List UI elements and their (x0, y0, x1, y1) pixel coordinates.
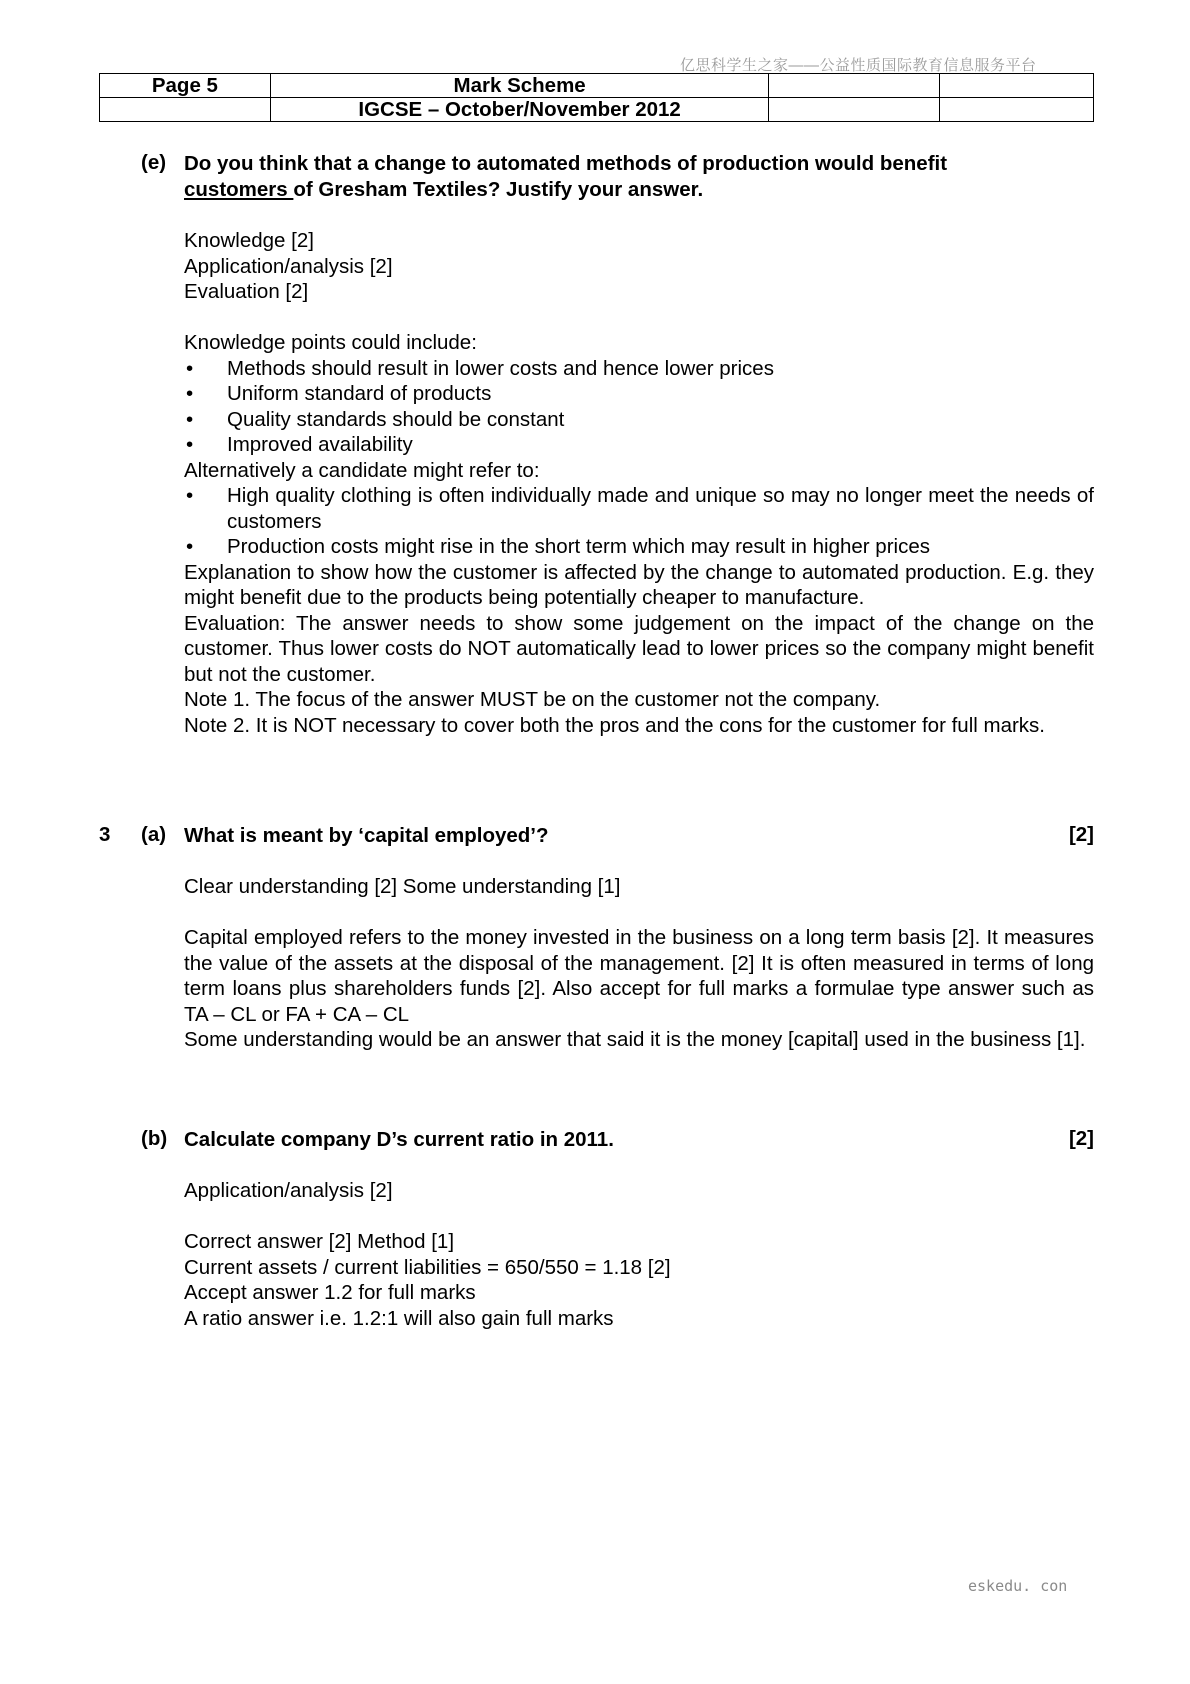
header-empty-cell (769, 98, 940, 122)
alternative-intro: Alternatively a candidate might refer to: (184, 458, 540, 482)
answer-line: Accept answer 1.2 for full marks (184, 1281, 476, 1304)
list-item: • Improved availability (184, 432, 1094, 458)
criteria-line: Knowledge [2] (184, 229, 314, 252)
header-empty-cell (940, 98, 1094, 122)
knowledge-intro: Knowledge points could include: (184, 331, 477, 354)
header-table (99, 73, 1094, 122)
criteria-line: Application/analysis [2] (184, 254, 393, 278)
question-label: (e) (141, 151, 167, 174)
marks-badge: [2] (1068, 1127, 1094, 1150)
watermark-top: 亿思科学生之家——公益性质国际教育信息服务平台 (680, 57, 1037, 74)
watermark-bottom: eskedu. con (968, 1577, 1068, 1595)
header-empty-cell (940, 74, 1094, 98)
answer-line: Current assets / current liabilities = 650/550 = 1.18 [2] (184, 1255, 671, 1279)
criteria-line: Evaluation [2] (184, 280, 309, 303)
page-number: Page 5 (100, 74, 271, 98)
answer-paragraph: Capital employed refers to the money invested in the business on a long term basis [2]. It measures the value of the assets at the disposal of the management. [2] It is often measured in terms of long term loans plus shareholders funds [2]. Also accept for full marks a formulae type answer such as TA – CL or FA + CA – CL (184, 926, 1094, 1026)
answer-block-3a (184, 874, 1094, 1053)
answer-line: Correct answer [2] Method [1] (184, 1230, 455, 1253)
list-item: • Production costs might rise in the short term which may result in higher prices (184, 534, 1094, 560)
list-item: • Uniform standard of products (184, 381, 1094, 407)
marks-badge: [2] (1068, 823, 1094, 846)
question-text-part: Do you think that a change to automated methods of production would benefit (184, 152, 948, 175)
question-number: 3 (99, 823, 111, 846)
answer-paragraph: Some understanding would be an answer that said it is the money [capital] used in the business [1]. (184, 1028, 1086, 1051)
answer-line: A ratio answer i.e. 1.2:1 will also gain full marks (184, 1306, 614, 1330)
note-1: Note 1. The focus of the answer MUST be on the customer not the company. (184, 688, 881, 711)
question-underlined: customers (184, 177, 294, 201)
answer-block-3b (184, 1178, 1094, 1331)
explanation-paragraph: Explanation to show how the customer is affected by the change to automated production. E.g. they might benefit due to the products being potentially cheaper to manufacture. (184, 560, 1094, 609)
criteria-line: Clear understanding [2] Some understanding [1] (184, 875, 621, 898)
question-text: Calculate company D’s current ratio in 2011. (184, 1128, 614, 1151)
header-empty-cell (769, 74, 940, 98)
document-title: Mark Scheme (270, 74, 769, 98)
evaluation-paragraph: Evaluation: The answer needs to show some judgement on the impact of the change on the customer. Thus lower costs do NOT automatically lead to lower prices so the company might benefit but not the customer. (184, 611, 1094, 686)
list-item: • High quality clothing is often individually made and unique so may no longer meet the needs of customers (184, 483, 1094, 534)
question-text (184, 151, 1094, 202)
list-item: • Methods should result in lower costs and hence lower prices (184, 356, 1094, 382)
criteria-line: Application/analysis [2] (184, 1179, 393, 1202)
question-label: (b) (141, 1127, 168, 1150)
question-text-part: of Gresham Textiles? Justify your answer. (293, 177, 704, 201)
document-subtitle: IGCSE – October/November 2012 (270, 98, 769, 122)
question-text: What is meant by ‘capital employed’? (184, 824, 549, 847)
alternative-list (184, 483, 1094, 560)
knowledge-list (184, 356, 1094, 458)
list-item: • Quality standards should be constant (184, 407, 1094, 433)
note-2: Note 2. It is NOT necessary to cover both the pros and the cons for the customer for full marks. (184, 713, 1045, 737)
question-label: (a) (141, 823, 167, 846)
answer-block-2e (184, 228, 1094, 738)
header-empty-cell (100, 98, 271, 122)
